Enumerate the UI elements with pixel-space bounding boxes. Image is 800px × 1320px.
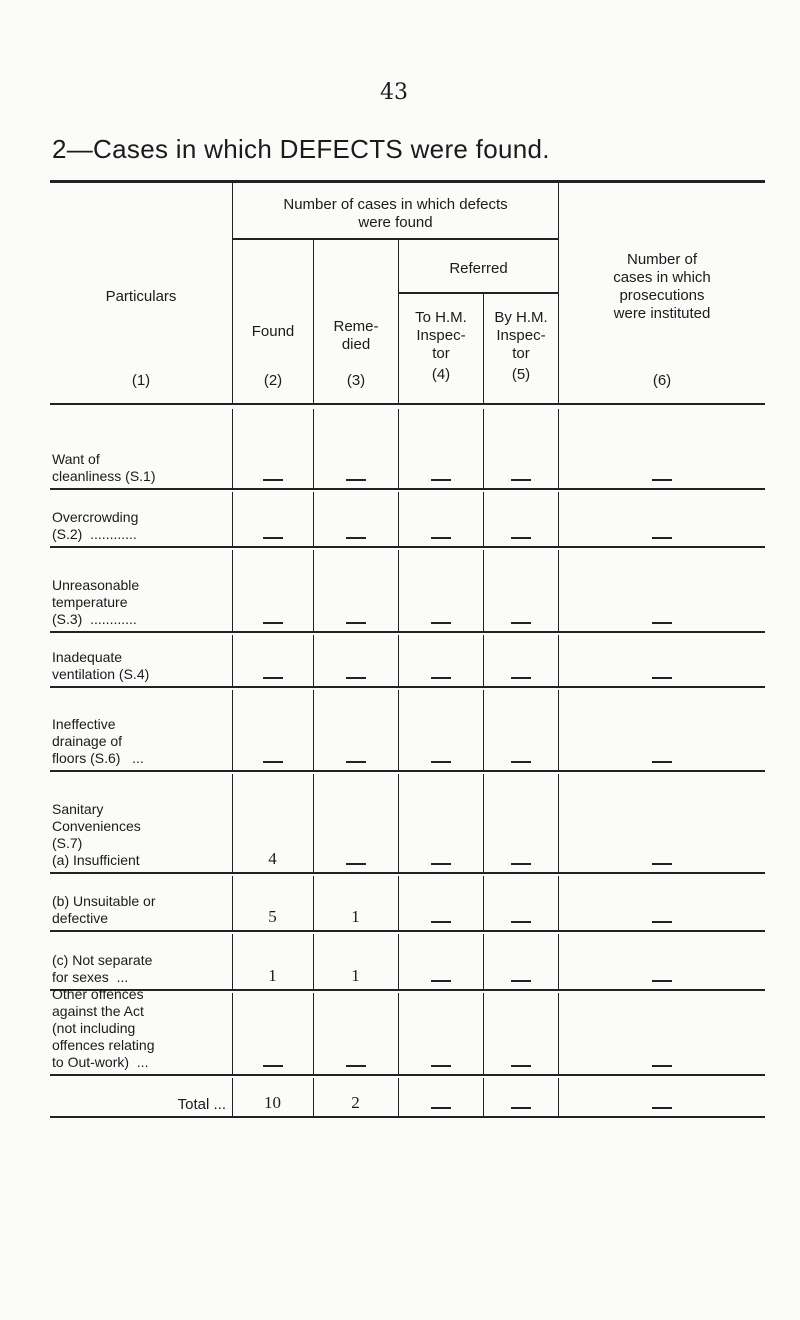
group-title-rule <box>233 238 558 240</box>
particulars-line: Want of <box>52 451 100 467</box>
cell-value: 1 <box>351 907 360 926</box>
table-row-vline <box>483 635 484 686</box>
nil-dash <box>263 622 283 624</box>
nil-dash <box>652 622 672 624</box>
table-row-vline <box>398 876 399 930</box>
nil-dash <box>652 980 672 982</box>
table-row-vline <box>558 409 559 488</box>
header-bottom-rule <box>50 403 765 405</box>
header-prosecutions-line4: were instituted <box>613 305 711 322</box>
total-row-vline <box>483 1078 484 1116</box>
nil-dash <box>263 537 283 539</box>
header-col4-number: (4) <box>431 366 451 383</box>
header-prosecutions-line1: Number of <box>626 251 698 268</box>
particulars-line: Inadequate <box>52 649 123 665</box>
header-col3-number: (3) <box>346 372 366 389</box>
table-row-vline <box>483 550 484 631</box>
header-to-hm-line3: tor <box>432 345 450 362</box>
header-to-hm-line1: To H.M. <box>415 309 467 326</box>
table-row-vline <box>232 409 233 488</box>
nil-dash <box>652 479 672 481</box>
nil-dash <box>511 863 531 865</box>
table-row-vline <box>483 409 484 488</box>
nil-dash <box>652 1065 672 1067</box>
nil-dash <box>431 980 451 982</box>
total-row-vline <box>398 1078 399 1116</box>
table-row-vline <box>558 550 559 631</box>
table-row-rule <box>50 770 765 772</box>
nil-dash <box>346 677 366 679</box>
header-by-hm-line2: Inspec- <box>496 327 546 344</box>
nil-dash <box>511 1065 531 1067</box>
table-row-vline <box>313 774 314 872</box>
nil-dash <box>263 1065 283 1067</box>
referred-rule <box>398 292 558 294</box>
particulars-line: Overcrowding <box>52 509 139 525</box>
cell-value: 1 <box>268 966 277 985</box>
table-row-vline <box>398 690 399 770</box>
particulars-line: (not including <box>52 1020 136 1036</box>
table-row-vline <box>313 550 314 631</box>
table-row-vline <box>483 690 484 770</box>
particulars-line: (a) Insufficient <box>52 852 140 868</box>
nil-dash <box>263 479 283 481</box>
nil-dash <box>346 1065 366 1067</box>
nil-dash <box>346 479 366 481</box>
table-row-rule <box>50 1074 765 1076</box>
total-row-vline <box>558 1078 559 1116</box>
nil-dash <box>652 863 672 865</box>
nil-dash <box>511 1107 531 1109</box>
table-row-vline <box>558 934 559 989</box>
particulars-line: floors (S.6) ... <box>52 750 144 766</box>
nil-dash <box>431 677 451 679</box>
header-remedied-line1: Reme- <box>333 318 379 335</box>
particulars-line: temperature <box>52 594 128 610</box>
nil-dash <box>431 622 451 624</box>
table-row-rule <box>50 631 765 633</box>
particulars-line: (S.3) ............ <box>52 611 137 627</box>
header-found: Found <box>251 323 295 340</box>
nil-dash <box>346 761 366 763</box>
total-label: Total ... <box>177 1096 226 1113</box>
table-row-vline <box>313 409 314 488</box>
nil-dash <box>652 537 672 539</box>
nil-dash <box>431 921 451 923</box>
header-col2-number: (2) <box>263 372 283 389</box>
page-heading: 2—Cases in which DEFECTS were found. <box>52 134 550 164</box>
header-col5-number: (5) <box>511 366 531 383</box>
particulars-line: (S.7) <box>52 835 83 851</box>
table-row-vline <box>398 409 399 488</box>
particulars-line: Ineffective <box>52 716 116 732</box>
particulars-line: ventilation (S.4) <box>52 666 150 682</box>
table-row-vline <box>483 934 484 989</box>
table-row-vline <box>313 492 314 546</box>
nil-dash <box>652 921 672 923</box>
header-group-title-line1: Number of cases in which defects <box>283 196 508 213</box>
nil-dash <box>346 863 366 865</box>
table-row-vline <box>398 635 399 686</box>
table-row-vline <box>398 934 399 989</box>
particulars-line: against the Act <box>52 1003 144 1019</box>
table-row-vline <box>313 635 314 686</box>
table-row-vline <box>483 774 484 872</box>
table-row-rule <box>50 546 765 548</box>
nil-dash <box>511 677 531 679</box>
header-to-hm-line2: Inspec- <box>416 327 466 344</box>
table-row-rule <box>50 686 765 688</box>
table-row-vline <box>558 774 559 872</box>
table-row-vline <box>232 690 233 770</box>
nil-dash <box>346 537 366 539</box>
particulars-line: offences relating <box>52 1037 155 1053</box>
header-prosecutions-line3: prosecutions <box>619 287 705 304</box>
table-row-vline <box>558 492 559 546</box>
table-row-vline <box>398 550 399 631</box>
nil-dash <box>511 980 531 982</box>
particulars-line: cleanliness (S.1) <box>52 468 156 484</box>
header-referred: Referred <box>449 260 508 277</box>
table-row-vline <box>483 492 484 546</box>
nil-dash <box>652 761 672 763</box>
header-remedied-line2: died <box>341 336 371 353</box>
table-row-vline <box>313 690 314 770</box>
table-row-vline <box>232 635 233 686</box>
nil-dash <box>431 863 451 865</box>
nil-dash <box>511 479 531 481</box>
table-row-vline <box>558 635 559 686</box>
particulars-line: (S.2) ............ <box>52 526 137 542</box>
table-top-rule <box>50 180 765 183</box>
table-row-rule <box>50 872 765 874</box>
table-row-rule <box>50 488 765 490</box>
table-row-vline <box>483 993 484 1074</box>
particulars-line: Conveniences <box>52 818 141 834</box>
header-col6-number: (6) <box>652 372 672 389</box>
header-by-hm-line1: By H.M. <box>494 309 548 326</box>
particulars-line: Other offences <box>52 986 144 1002</box>
table-row-rule <box>50 930 765 932</box>
table-row-vline <box>558 690 559 770</box>
nil-dash <box>431 1107 451 1109</box>
header-prosecutions-line2: cases in which <box>613 269 711 286</box>
page-number: 43 <box>380 80 408 105</box>
particulars-line: Unreasonable <box>52 577 140 593</box>
table-row-vline <box>232 550 233 631</box>
nil-dash <box>431 761 451 763</box>
nil-dash <box>431 537 451 539</box>
table-row-vline <box>313 993 314 1074</box>
particulars-line: defective <box>52 910 109 926</box>
table-row-vline <box>398 774 399 872</box>
nil-dash <box>431 479 451 481</box>
nil-dash <box>652 677 672 679</box>
table-row-vline <box>398 492 399 546</box>
table-row-vline <box>558 993 559 1074</box>
cell-value: 4 <box>268 849 277 868</box>
nil-dash <box>431 1065 451 1067</box>
table-row-vline <box>398 993 399 1074</box>
header-col1-number: (1) <box>131 372 151 389</box>
nil-dash <box>511 537 531 539</box>
particulars-line: drainage of <box>52 733 123 749</box>
table-row-vline <box>232 993 233 1074</box>
cell-value: 5 <box>268 907 277 926</box>
particulars-line: for sexes ... <box>52 969 129 985</box>
table-row-vline <box>558 876 559 930</box>
particulars-line: (b) Unsuitable or <box>52 893 156 909</box>
header-particulars: Particulars <box>105 288 177 305</box>
cell-value: 10 <box>264 1093 281 1112</box>
nil-dash <box>263 761 283 763</box>
particulars-line: to Out-work) ... <box>52 1054 149 1070</box>
particulars-line: Sanitary <box>52 801 104 817</box>
cell-value: 1 <box>351 966 360 985</box>
nil-dash <box>511 761 531 763</box>
total-row-rule <box>50 1116 765 1118</box>
nil-dash <box>346 622 366 624</box>
table-row-vline <box>483 876 484 930</box>
nil-dash <box>652 1107 672 1109</box>
nil-dash <box>263 677 283 679</box>
nil-dash <box>511 622 531 624</box>
header-by-hm-line3: tor <box>512 345 530 362</box>
nil-dash <box>511 921 531 923</box>
header-group-title-line2: were found <box>358 214 433 231</box>
table-row-vline <box>232 492 233 546</box>
particulars-line: (c) Not separate <box>52 952 153 968</box>
cell-value: 2 <box>351 1093 360 1112</box>
